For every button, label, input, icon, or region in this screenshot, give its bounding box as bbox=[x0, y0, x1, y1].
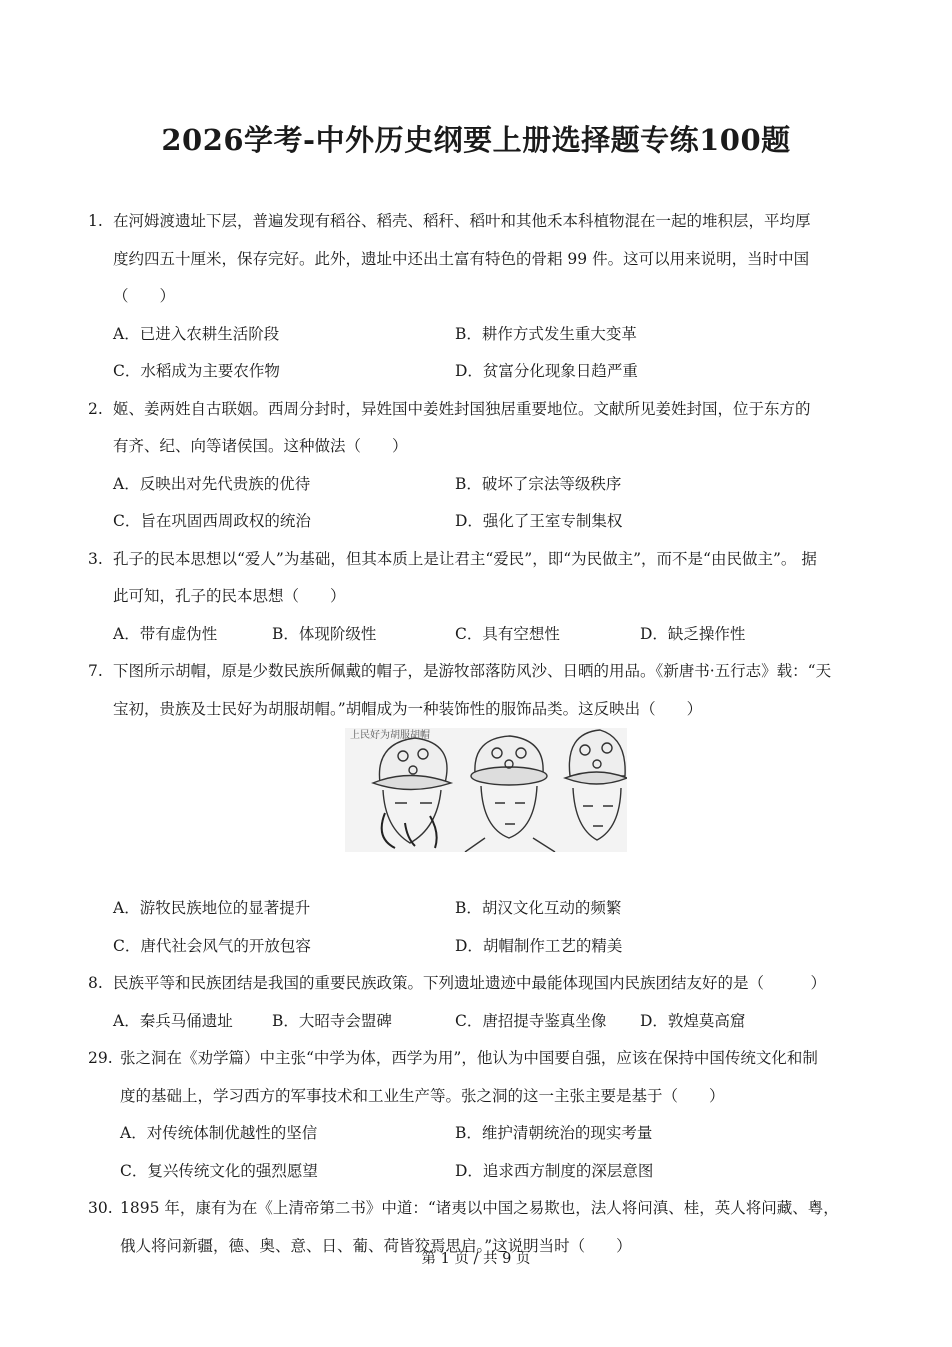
answer-option[interactable]: C．具有空想性 bbox=[455, 624, 560, 643]
answer-option[interactable]: D．敦煌莫高窟 bbox=[640, 1011, 746, 1030]
question-number: 8. bbox=[88, 974, 103, 992]
answer-option[interactable]: D．贫富分化现象日趋严重 bbox=[455, 362, 638, 380]
answer-option[interactable]: B．破坏了宗法等级秩序 bbox=[455, 474, 622, 493]
question-text-line: 在河姆渡遗址下层，普遍发现有稻谷、稻壳、稻秆、稻叶和其他禾本科植物混在一起的堆积层，平均厚 bbox=[113, 212, 811, 230]
answer-option[interactable]: A．已进入农耕生活阶段 bbox=[113, 324, 280, 343]
answer-option[interactable]: C．旨在巩固西周政权的统治 bbox=[113, 512, 311, 530]
page-footer: 第 1 页 / 共 9 页 bbox=[421, 1251, 531, 1267]
answer-option[interactable]: C．水稻成为主要农作物 bbox=[113, 362, 280, 380]
question-text-line: 1895 年，康有为在《上清帝第二书》中道：“诸夷以中国之易欺也，法人将问滇、桂，英人将问藏、粤， bbox=[120, 1199, 839, 1217]
question-text-line: 俄人将问新疆，德、奥、意、日、葡、荷皆狡焉思启。”这说明当时（ ） bbox=[120, 1236, 632, 1255]
answer-option[interactable]: C．唐代社会风气的开放包容 bbox=[113, 936, 311, 955]
answer-option[interactable]: A．对传统体制优越性的坚信 bbox=[120, 1124, 318, 1142]
question-number: 2. bbox=[88, 399, 103, 418]
answer-option[interactable]: B．体现阶级性 bbox=[272, 624, 377, 643]
question-text-line: 下图所示胡帽，原是少数民族所佩戴的帽子，是游牧部落防风沙、日晒的用品。《新唐书·五行志》载：“天 bbox=[113, 662, 832, 680]
question-text-line: 度约四五十厘米，保存完好。此外，遗址中还出土富有特色的骨耜 99 件。这可以用来说明，当时中国 bbox=[113, 249, 810, 268]
question-text-line: 孔子的民本思想以“爱人”为基础，但其本质上是让君主“爱民”，即“为民做主”，而不是“由民做主”。 据 bbox=[113, 549, 817, 568]
question-number: 3. bbox=[88, 549, 103, 568]
answer-option[interactable]: D．缺乏操作性 bbox=[640, 624, 746, 643]
question-text-line: 有齐、纪、向等诸侯国。这种做法（ ） bbox=[113, 437, 408, 455]
page-title: 2026学考-中外历史纲要上册选择题专练100题 bbox=[161, 123, 791, 157]
question-number: 29. bbox=[88, 1049, 113, 1067]
question-number: 1. bbox=[88, 212, 103, 230]
answer-option[interactable]: D．强化了王室专制集权 bbox=[455, 512, 623, 530]
answer-option[interactable]: B．胡汉文化互动的频繁 bbox=[455, 899, 622, 917]
question-text-line: （ ） bbox=[113, 287, 176, 305]
question-text-line: 度的基础上，学习西方的军事技术和工业生产等。张之洞的这一主张主要是基于（ ） bbox=[120, 1086, 725, 1105]
question-text-line: 姬、姜两姓自古联姻。西周分封时，异姓国中姜姓封国独居重要地位。文献所见姜姓封国，位于东方的 bbox=[113, 399, 811, 418]
hu-hat-illustration bbox=[345, 728, 627, 852]
question-number: 7. bbox=[88, 662, 103, 680]
question-text-line: 此可知，孔子的民本思想（ ） bbox=[113, 587, 346, 605]
answer-option[interactable]: A．带有虚伪性 bbox=[113, 624, 218, 643]
answer-option[interactable]: D．追求西方制度的深层意图 bbox=[455, 1161, 654, 1180]
question-text-line: 民族平等和民族团结是我国的重要民族政策。下列遗址遗迹中最能体现国内民族团结友好的是（ ） bbox=[113, 974, 827, 992]
answer-option[interactable]: C．复兴传统文化的强烈愿望 bbox=[120, 1161, 318, 1180]
question-text-line: 张之洞在《劝学篇）中主张“中学为体，西学为用”，他认为中国要自强，应该在保持中国传统文化和制 bbox=[120, 1049, 818, 1067]
answer-option[interactable]: C．唐招提寺鉴真坐像 bbox=[455, 1011, 607, 1030]
answer-option[interactable]: A．反映出对先代贵族的优待 bbox=[113, 474, 311, 493]
answer-option[interactable]: B．耕作方式发生重大变革 bbox=[455, 324, 637, 343]
question-number: 30. bbox=[88, 1199, 113, 1217]
question-text-line: 宝初，贵族及士民好为胡服胡帽。”胡帽成为一种装饰性的服饰品类。这反映出（ ） bbox=[113, 699, 703, 718]
answer-option[interactable]: B．大昭寺会盟碑 bbox=[272, 1011, 392, 1030]
svg-text:上民好为胡服胡帽: 上民好为胡服胡帽 bbox=[350, 730, 430, 741]
answer-option[interactable]: A．秦兵马俑遗址 bbox=[113, 1011, 233, 1030]
answer-option[interactable]: A．游牧民族地位的显著提升 bbox=[113, 899, 311, 917]
answer-option[interactable]: B．维护清朝统治的现实考量 bbox=[455, 1124, 653, 1142]
answer-option[interactable]: D．胡帽制作工艺的精美 bbox=[455, 936, 623, 955]
